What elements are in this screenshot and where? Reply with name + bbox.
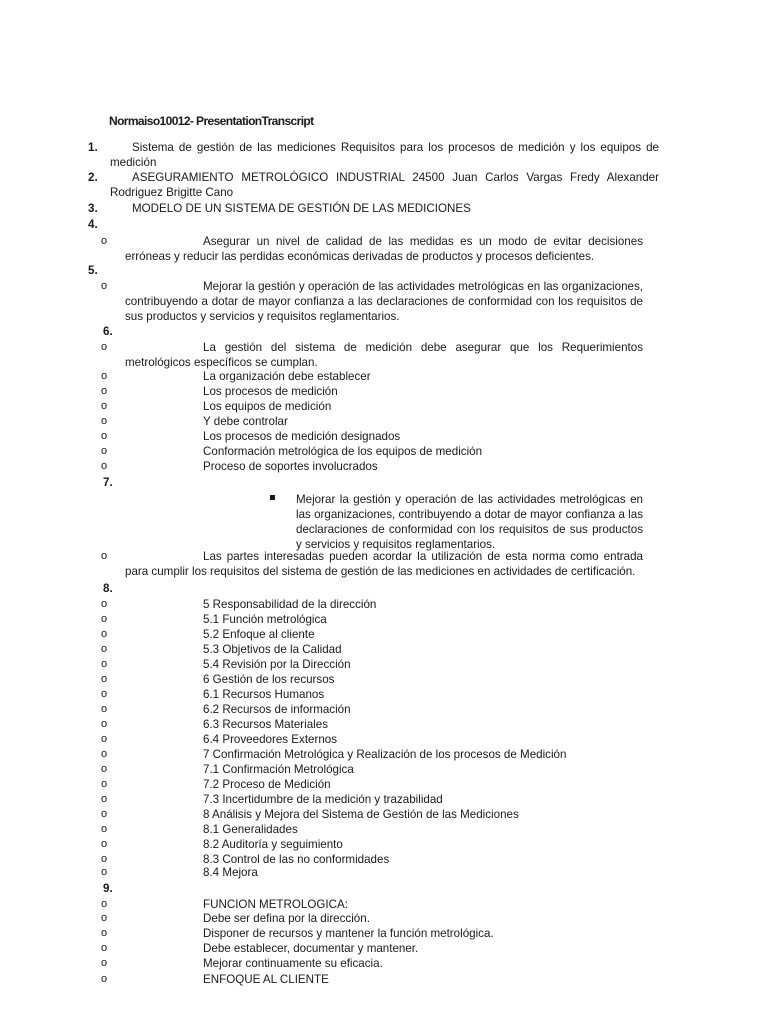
bullet-marker: o — [101, 898, 108, 910]
bullet-marker: o — [101, 415, 108, 427]
section-number: 1. — [88, 141, 98, 154]
bullet-marker: o — [101, 763, 108, 775]
bullet-marker: o — [101, 370, 108, 382]
section-number: 5. — [88, 264, 98, 277]
list-item: 6.3 Recursos Materiales — [203, 718, 329, 731]
list-item: 7 Confirmación Metrológica y Realización de los procesos de Medición — [203, 748, 567, 761]
bullet-marker: o — [101, 748, 108, 760]
list-item: 8 Análisis y Mejora del Sistema de Gestión de las Mediciones — [203, 808, 519, 821]
bullet-marker: o — [101, 673, 108, 685]
bullet-marker: o — [101, 703, 108, 715]
section-4-text: Asegurar un nivel de calidad de las medidas es un modo de evitar decisiones erróneas y reducir las perdidas económicas derivadas de productos y procesos deficientes. — [125, 235, 643, 263]
bullet-marker: o — [101, 280, 108, 292]
section-2-text: ASEGURAMIENTO METROLÓGICO INDUSTRIAL 24500 Juan Carlos Vargas Fredy Alexander Rodriguez Brigitte Cano — [110, 171, 659, 199]
list-item: 6.4 Proveedores Externos — [203, 733, 338, 746]
list-item: 6 Gestión de los recursos — [203, 673, 335, 686]
list-item: La organización debe establecer — [203, 370, 371, 383]
document-title: Normaiso10012- PresentationTranscript — [109, 114, 314, 128]
bullet-marker: o — [101, 957, 108, 969]
list-item: Y debe controlar — [203, 415, 288, 428]
list-item: Mejorar continuamente su eficacia. — [203, 957, 383, 970]
bullet-marker: o — [101, 628, 108, 640]
bullet-marker: o — [101, 793, 108, 805]
section-5-text: Mejorar la gestión y operación de las actividades metrológicas en las organizaciones, contribuyendo a dotar de mayor confianza a las declaraciones de conformidad con los requisitos de sus productos y servicios y requisitos reglamentarios. — [125, 280, 643, 323]
section-3-text: MODELO DE UN SISTEMA DE GESTIÓN DE LAS MEDICIONES — [132, 202, 471, 215]
list-item: 7.3 Incertidumbre de la medición y trazabilidad — [203, 793, 443, 806]
bullet-marker: o — [101, 823, 108, 835]
bullet-marker: o — [101, 912, 108, 924]
bullet-marker: o — [101, 643, 108, 655]
bullet-marker: o — [101, 445, 108, 457]
bullet-marker: o — [101, 853, 108, 865]
list-item: 7.1 Confirmación Metrológica — [203, 763, 354, 776]
list-item: 8.2 Auditoría y seguimiento — [203, 838, 343, 851]
section-number: 6. — [103, 325, 113, 338]
section-6-text: La gestión del sistema de medición debe asegurar que los Requerimientos metrológicos específicos se cumplan. — [125, 341, 643, 369]
list-item: 7.2 Proceso de Medición — [203, 778, 331, 791]
list-item: Los procesos de medición designados — [203, 430, 401, 443]
list-item: Los procesos de medición — [203, 385, 338, 398]
bullet-marker: o — [101, 808, 108, 820]
list-item: 5 Responsabilidad de la dirección — [203, 598, 377, 611]
bullet-marker: o — [101, 598, 108, 610]
list-item: Conformación metrológica de los equipos de medición — [203, 445, 483, 458]
section-7-sub-bullet: Mejorar la gestión y operación de las actividades metrológicas en las organizaciones, contribuyendo a dotar de mayor confianza a las declaraciones de conformidad con los requisitos de sus productos y servicios y requisitos reglamentarios. — [296, 493, 643, 551]
section-number: 2. — [88, 171, 98, 184]
list-item: 6.1 Recursos Humanos — [203, 688, 325, 701]
bullet-marker: o — [101, 385, 108, 397]
section-number: 3. — [88, 202, 98, 215]
section-7-text: Las partes interesadas pueden acordar la utilización de esta norma como entrada para cumplir los requisitos del sistema de gestión de las mediciones en actividades de certificación. — [125, 550, 643, 578]
bullet-marker: o — [101, 942, 108, 954]
section-number: 9. — [103, 882, 113, 895]
bullet-marker: o — [101, 341, 108, 353]
section-1-text: Sistema de gestión de las mediciones Requisitos para los procesos de medición y los equipos de medición — [110, 141, 659, 169]
square-bullet-icon — [270, 495, 275, 500]
list-item: Debe ser defina por la dirección. — [203, 912, 370, 925]
list-item: 8.4 Mejora — [203, 866, 258, 879]
list-item: 5.2 Enfoque al cliente — [203, 628, 315, 641]
list-item: Debe establecer, documentar y mantener. — [203, 942, 419, 955]
bullet-marker: o — [101, 838, 108, 850]
list-item: Proceso de soportes involucrados — [203, 460, 378, 473]
section-number: 8. — [103, 582, 113, 595]
bullet-marker: o — [101, 866, 108, 878]
section-number: 7. — [103, 476, 113, 489]
bullet-marker: o — [101, 718, 108, 730]
bullet-marker: o — [101, 658, 108, 670]
bullet-marker: o — [101, 688, 108, 700]
list-item: 5.1 Función metrológica — [203, 613, 327, 626]
bullet-marker: o — [101, 778, 108, 790]
list-item: 5.3 Objetivos de la Calidad — [203, 643, 342, 656]
bullet-marker: o — [101, 460, 108, 472]
bullet-marker: o — [101, 733, 108, 745]
list-item: 8.3 Control de las no conformidades — [203, 853, 390, 866]
bullet-marker: o — [101, 973, 108, 985]
bullet-marker: o — [101, 235, 108, 247]
list-item: 6.2 Recursos de información — [203, 703, 351, 716]
section-number: 4. — [88, 218, 98, 231]
bullet-marker: o — [101, 927, 108, 939]
list-item: ENFOQUE AL CLIENTE — [203, 973, 329, 986]
list-item: 5.4 Revisión por la Dirección — [203, 658, 351, 671]
bullet-marker: o — [101, 613, 108, 625]
list-item: 8.1 Generalidades — [203, 823, 298, 836]
bullet-marker: o — [101, 400, 108, 412]
list-item: Disponer de recursos y mantener la función metrológica. — [203, 927, 494, 940]
bullet-marker: o — [101, 550, 108, 562]
bullet-marker: o — [101, 430, 108, 442]
list-item: Los equipos de medición — [203, 400, 332, 413]
list-item: FUNCION METROLOGICA: — [203, 898, 348, 911]
